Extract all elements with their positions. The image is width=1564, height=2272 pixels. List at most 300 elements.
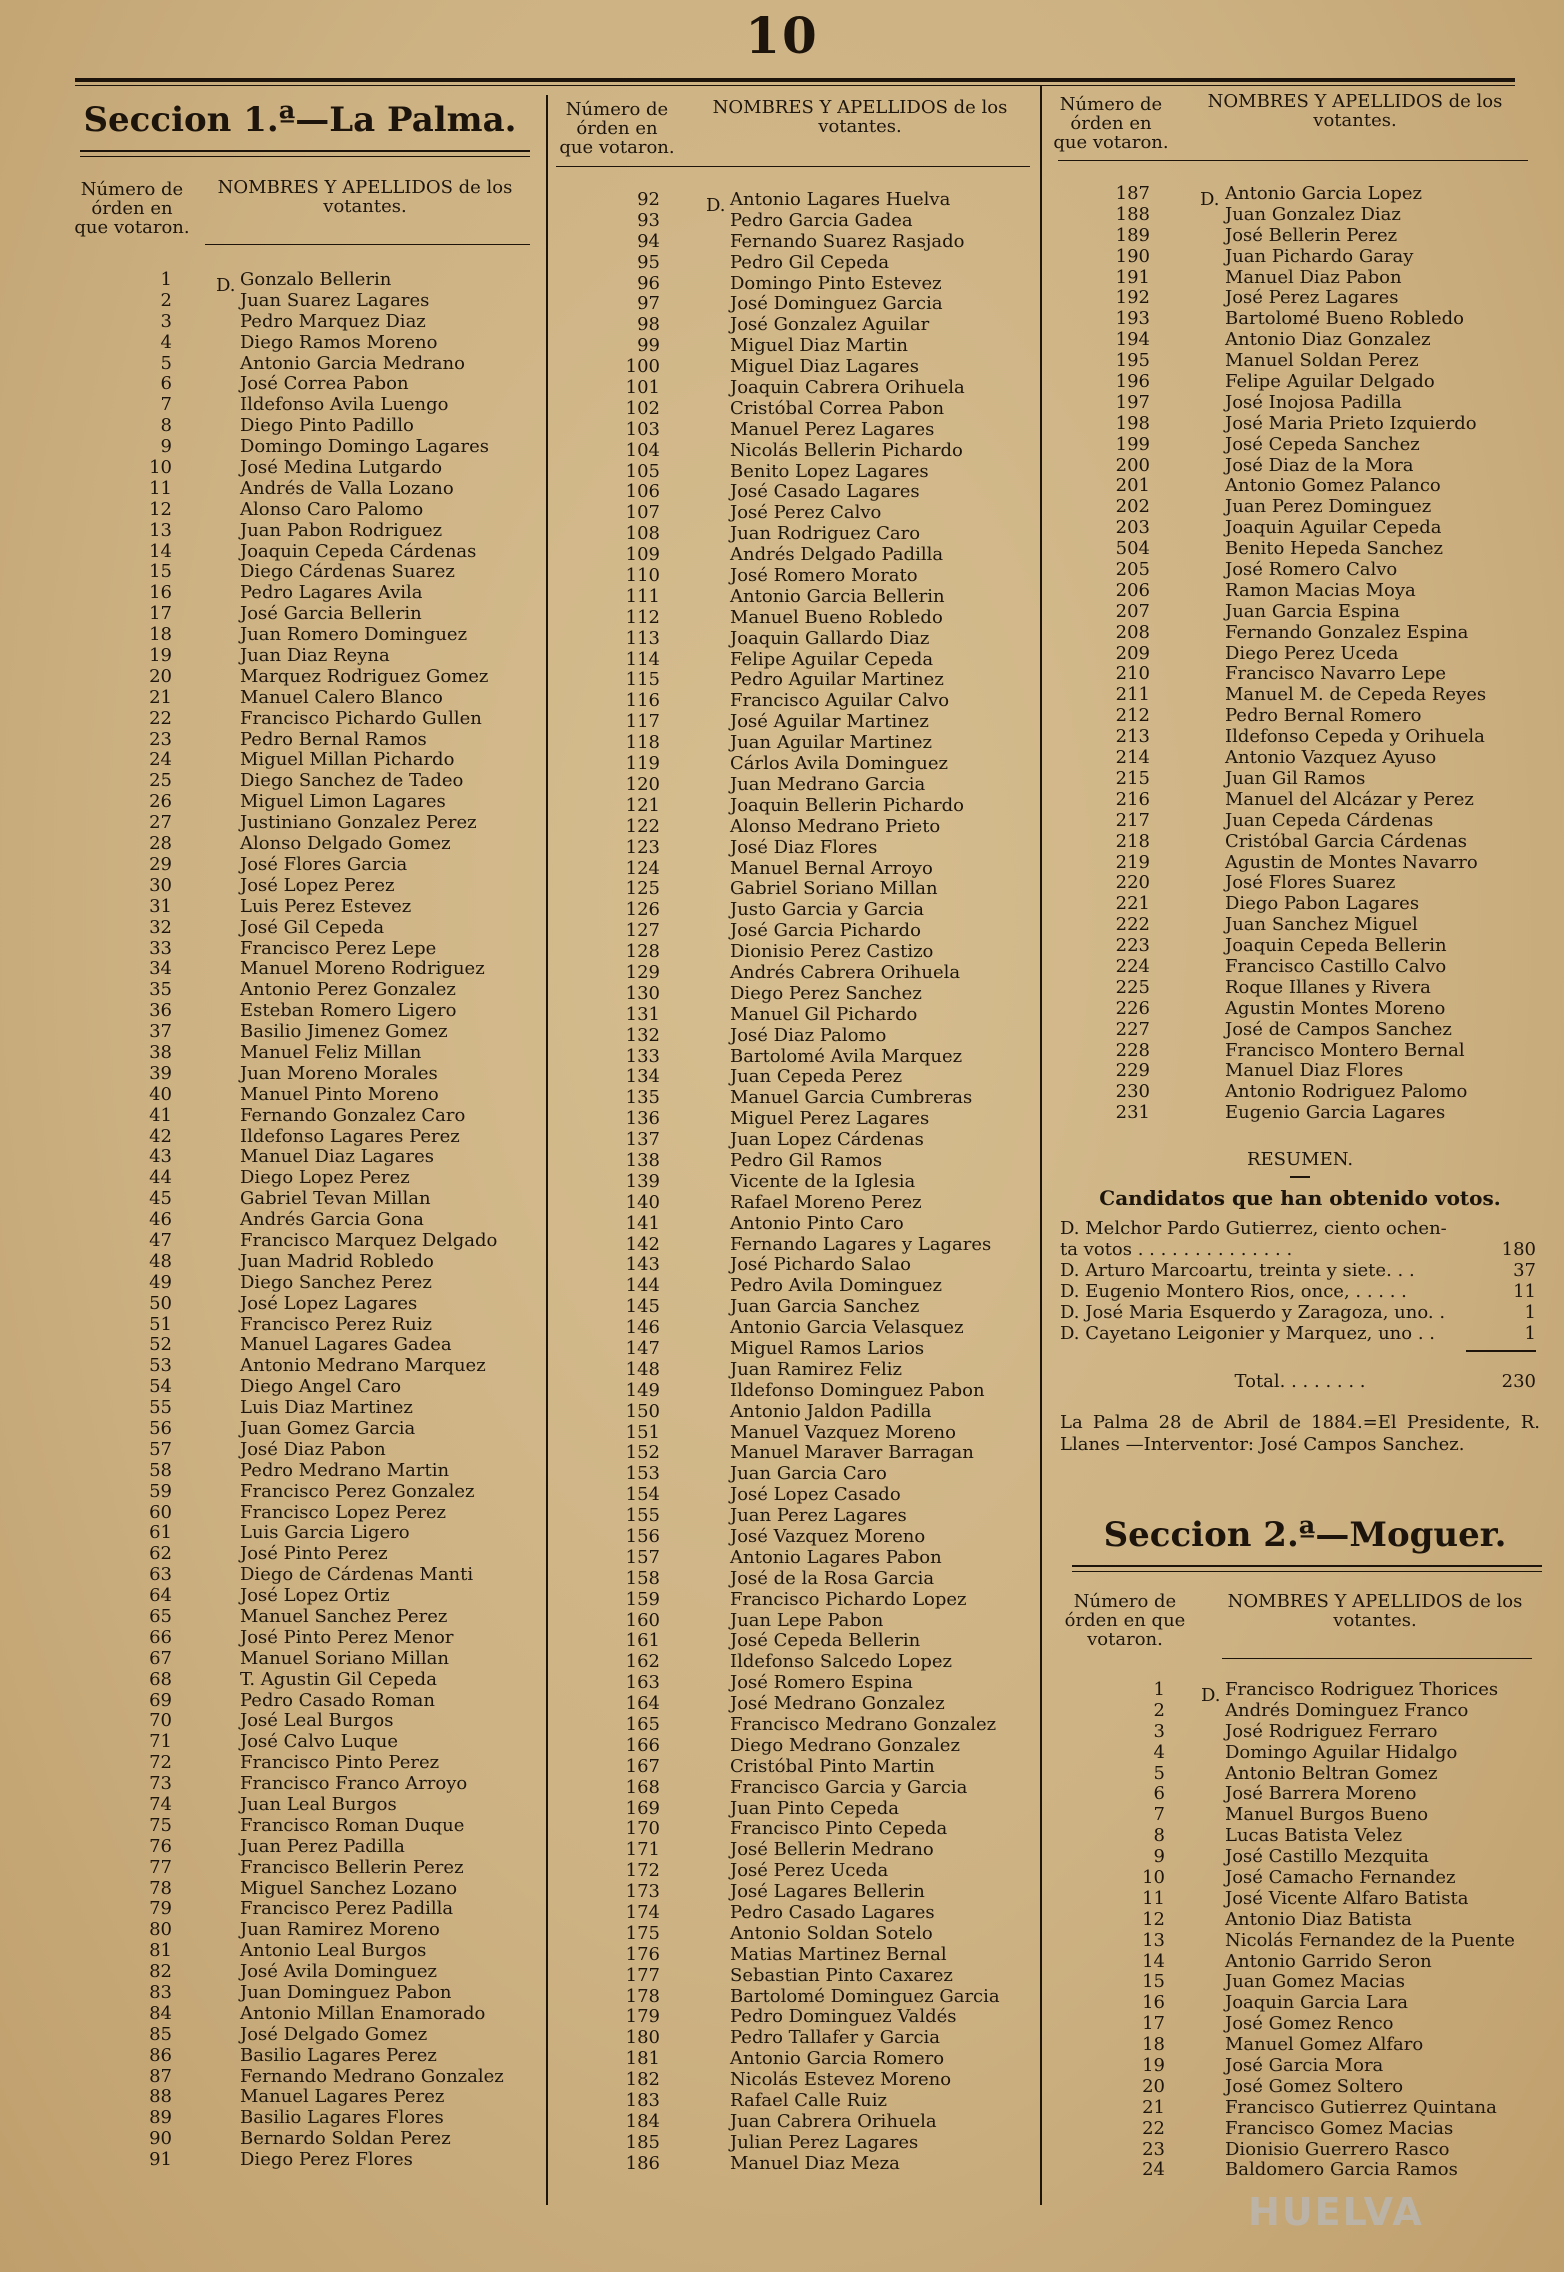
voter-number: 137 [625, 1129, 660, 1151]
voter-row [560, 1067, 1050, 1088]
voter-row [80, 1147, 540, 1168]
voter-number: 43 [149, 1146, 172, 1168]
voter-row [80, 1335, 540, 1356]
voter-name: Manuel Diaz Meza [730, 2152, 900, 2174]
voter-name: Felipe Aguilar Delgado [1225, 371, 1435, 393]
voter-number: 2 [160, 289, 172, 311]
voter-row [80, 1440, 540, 1461]
voter-name: Alonso Delgado Gomez [240, 833, 451, 855]
voter-number: 5 [1153, 1762, 1165, 1784]
voter-number: 133 [625, 1045, 660, 1067]
voter-name: Francisco Montero Bernal [1225, 1039, 1465, 1061]
voter-row [560, 1715, 1050, 1736]
voter-number: 111 [625, 585, 660, 607]
voter-number: 163 [625, 1672, 660, 1694]
voter-name: Juan Perez Dominguez [1225, 496, 1432, 518]
voter-name: Juan Moreno Morales [240, 1062, 438, 1084]
col3-header-names: NOMBRES Y APELLIDOS de los votantes. [1207, 91, 1503, 131]
voter-row [80, 354, 540, 375]
voter-name: Bartolomé Dominguez Garcia [730, 1985, 1000, 2007]
voter-number: 221 [1115, 893, 1150, 915]
voter-name: Basilio Lagares Flores [240, 2107, 444, 2129]
voter-name: José Diaz Palomo [730, 1024, 887, 1046]
voter-row [80, 625, 540, 646]
voter-number: 95 [637, 251, 660, 273]
voter-number: 46 [149, 1209, 172, 1231]
voter-number: 150 [625, 1400, 660, 1422]
voter-name: Juan Ramirez Feliz [730, 1358, 902, 1380]
voter-number: 86 [149, 2044, 172, 2066]
voter-name: Joaquin Cepeda Bellerin [1225, 935, 1447, 957]
voter-name: José Lopez Casado [730, 1484, 901, 1506]
voter-row [80, 1607, 540, 1628]
voter-name: José Rodriguez Ferraro [1225, 1720, 1438, 1742]
voter-row [1065, 2014, 1545, 2035]
voter-row [80, 374, 540, 395]
voter-name: Fernando Medrano Gonzalez [240, 2065, 504, 2087]
voter-row [80, 312, 540, 333]
voter-row [560, 1506, 1050, 1527]
voter-row [560, 2112, 1050, 2133]
voter-name: Manuel Soriano Millan [240, 1647, 449, 1669]
voter-row [80, 1670, 540, 1691]
voter-number: 61 [149, 1522, 172, 1544]
voter-name: Ildefonso Salcedo Lopez [730, 1651, 953, 1673]
voter-number: 80 [149, 1919, 172, 1941]
voter-number: 196 [1115, 371, 1150, 393]
voter-number: 231 [1115, 1102, 1150, 1124]
voter-row [1065, 1889, 1545, 1910]
section1-title-rule-thin [80, 156, 530, 157]
voter-row [1060, 1061, 1550, 1082]
voter-name: Manuel Bernal Arroyo [730, 857, 933, 879]
voter-name: Francisco Marquez Delgado [240, 1229, 498, 1251]
voter-number: 220 [1115, 872, 1150, 894]
voter-name: Manuel Diaz Pabon [1225, 266, 1402, 288]
voter-number: 7 [1153, 1804, 1165, 1826]
voter-row [560, 566, 1050, 587]
voter-number: 36 [149, 1000, 172, 1022]
voter-name: T. Agustin Gil Cepeda [240, 1668, 437, 1690]
col2-header-rule [556, 166, 1030, 167]
voter-number: 31 [149, 895, 172, 917]
voter-number: 206 [1115, 579, 1150, 601]
voter-name: Justo Garcia y Garcia [730, 899, 925, 921]
voter-name: Francisco Perez Gonzalez [240, 1480, 475, 1502]
voter-row [1060, 1020, 1550, 1041]
voter-number: 203 [1115, 517, 1150, 539]
voter-name: Eugenio Garcia Lagares [1225, 1102, 1446, 1124]
voter-number: 175 [625, 1922, 660, 1944]
voter-row [80, 416, 540, 437]
voter-row [80, 1837, 540, 1858]
voter-name: Antonio Diaz Batista [1225, 1908, 1412, 1930]
voter-name: Juan Garcia Caro [730, 1463, 887, 1485]
voter-row [1060, 832, 1550, 853]
voter-number: 51 [149, 1313, 172, 1335]
voter-name: Ildefonso Cepeda y Orihuela [1225, 726, 1485, 748]
voter-number: 116 [625, 690, 660, 712]
voter-number: 78 [149, 1877, 172, 1899]
section2-title-rule [1072, 1565, 1542, 1567]
voter-number: 160 [625, 1609, 660, 1631]
voter-row [560, 1840, 1050, 1861]
voter-row [560, 1214, 1050, 1235]
voter-number: 8 [160, 415, 172, 437]
voter-row [1065, 1972, 1545, 1993]
voter-row [1060, 393, 1550, 414]
voter-row [560, 900, 1050, 921]
voter-number: 143 [625, 1254, 660, 1276]
voter-name: Diego Medrano Gonzalez [730, 1734, 960, 1756]
voter-number: 183 [625, 2090, 660, 2112]
voter-number: 173 [625, 1881, 660, 1903]
voter-row [80, 1523, 540, 1544]
voter-row [560, 2070, 1050, 2091]
section1-voter-list-col1 [80, 270, 540, 2171]
voter-row [560, 1047, 1050, 1068]
voter-name: Domingo Aguilar Hidalgo [1225, 1741, 1458, 1763]
col2-header-num: Número de órden en que votaron. [559, 99, 675, 158]
voter-number: 218 [1115, 830, 1150, 852]
voter-name: Juan Perez Padilla [240, 1835, 405, 1857]
voter-row [80, 269, 540, 296]
voter-number: 64 [149, 1585, 172, 1607]
voter-name: Manuel Lagares Perez [240, 2086, 445, 2108]
voter-row [80, 1711, 540, 1732]
voter-name: Ildefonso Avila Luengo [240, 394, 449, 416]
voter-number: 146 [625, 1317, 660, 1339]
voter-name: José Lopez Lagares [240, 1292, 418, 1314]
voter-name: Dionisio Guerrero Rasco [1225, 2138, 1450, 2160]
voter-row [80, 1858, 540, 1879]
voter-row [80, 458, 540, 479]
voter-row [80, 542, 540, 563]
voter-row [560, 1339, 1050, 1360]
voter-row [560, 1109, 1050, 1130]
voter-name: José Bellerin Medrano [730, 1839, 934, 1861]
voter-number: 222 [1115, 914, 1150, 936]
voter-number: 23 [1142, 2138, 1165, 2160]
voter-number: 102 [625, 397, 660, 419]
voter-row [1065, 1722, 1545, 1743]
voter-name: Francisco Pinto Perez [240, 1752, 440, 1774]
voter-number: 97 [637, 293, 660, 315]
voter-name: Juan Leal Burgos [240, 1794, 397, 1816]
voter-number: 85 [149, 2023, 172, 2045]
voter-name: Ramon Macias Moya [1225, 579, 1416, 601]
voter-row [1060, 1103, 1550, 1124]
voter-name: Diego Perez Sanchez [730, 982, 922, 1004]
voter-number: 141 [625, 1212, 660, 1234]
voter-number: 135 [625, 1087, 660, 1109]
voter-row [560, 462, 1050, 483]
voter-row [80, 1899, 540, 1920]
voter-number: 192 [1115, 287, 1150, 309]
voter-row [80, 1753, 540, 1774]
don-prefix: D. [706, 195, 726, 216]
voter-name: Joaquin Cepeda Cárdenas [240, 540, 477, 562]
voter-number: 13 [1142, 1929, 1165, 1951]
voter-name: Juan Ramirez Moreno [240, 1919, 440, 1941]
voter-number: 158 [625, 1567, 660, 1589]
voter-row [560, 1590, 1050, 1611]
voter-name: Pedro Dominguez Valdés [730, 2006, 957, 2028]
voter-number: 94 [637, 230, 660, 252]
voter-name: José Perez Calvo [730, 502, 882, 524]
voter-number: 6 [1153, 1783, 1165, 1805]
voter-row [560, 712, 1050, 733]
voter-name: Juan Gonzalez Diaz [1225, 203, 1401, 225]
voter-row [80, 1294, 540, 1315]
voter-name: Nicolás Fernandez de la Puente [1225, 1929, 1515, 1951]
voter-name: Diego Perez Flores [240, 2149, 413, 2171]
voter-row [560, 1882, 1050, 1903]
voter-number: 37 [149, 1021, 172, 1043]
voter-row [560, 399, 1050, 420]
voter-number: 9 [1153, 1846, 1165, 1868]
voter-row [80, 1544, 540, 1565]
voter-row [80, 918, 540, 939]
voter-number: 134 [625, 1066, 660, 1088]
voter-name: Antonio Gomez Palanco [1225, 475, 1441, 497]
voter-row [1065, 1679, 1545, 1706]
voter-row [80, 521, 540, 542]
voter-name: Juan Rodriguez Caro [730, 523, 921, 545]
voter-name: Joaquin Garcia Lara [1225, 1992, 1408, 2014]
voter-row [560, 357, 1050, 378]
voter-number: 16 [149, 582, 172, 604]
voter-name: José Delgado Gomez [240, 2023, 428, 2045]
voter-number: 9 [160, 436, 172, 458]
voter-name: Ildefonso Lagares Perez [240, 1125, 460, 1147]
voter-number: 214 [1115, 747, 1150, 769]
voter-row [80, 1941, 540, 1962]
voter-name: Francisco Pichardo Gullen [240, 707, 482, 729]
voter-name: Antonio Garrido Seron [1225, 1950, 1432, 1972]
voter-number: 178 [625, 1985, 660, 2007]
voter-row [560, 733, 1050, 754]
voter-number: 92 [637, 189, 660, 210]
voter-row [1060, 581, 1550, 602]
voter-row [80, 1649, 540, 1670]
voter-name: Juan Medrano Garcia [730, 773, 926, 795]
voter-number: 124 [625, 857, 660, 879]
voter-row [560, 1673, 1050, 1694]
voter-row [1060, 894, 1550, 915]
column-divider-2 [1040, 85, 1042, 2205]
voter-number: 45 [149, 1188, 172, 1210]
voter-name: Juan Pinto Cepeda [730, 1797, 899, 1819]
voter-row [1065, 2119, 1545, 2140]
voter-row [80, 1628, 540, 1649]
don-prefix: D. [1201, 1685, 1221, 1706]
voter-row [560, 1631, 1050, 1652]
voter-number: 197 [1115, 391, 1150, 413]
voter-row [1060, 288, 1550, 309]
voter-name: Manuel Garcia Cumbreras [730, 1087, 973, 1109]
voter-row [80, 437, 540, 458]
candidate-name: D. Eugenio Montero Rios, once, . . . . . [1060, 1281, 1407, 1302]
col2-header-names: NOMBRES Y APELLIDOS de los votantes. [712, 97, 1008, 137]
voter-name: Miguel Ramos Larios [730, 1337, 925, 1359]
voter-name: Esteban Romero Ligero [240, 1000, 457, 1022]
voter-name: Antonio Soldan Sotelo [730, 1922, 933, 1944]
voter-row [560, 1611, 1050, 1632]
voter-row [80, 604, 540, 625]
voter-row [80, 1482, 540, 1503]
voter-name: Pedro Medrano Martin [240, 1459, 450, 1481]
voter-number: 149 [625, 1379, 660, 1401]
voter-number: 59 [149, 1480, 172, 1502]
voter-number: 100 [625, 356, 660, 378]
voter-row [560, 691, 1050, 712]
voter-number: 193 [1115, 308, 1150, 330]
voter-number: 10 [1142, 1867, 1165, 1889]
voter-row [80, 500, 540, 521]
voter-row [80, 2046, 540, 2067]
voter-number: 66 [149, 1626, 172, 1648]
voter-row [80, 1983, 540, 2004]
voter-name: Juan Garcia Espina [1225, 600, 1400, 622]
voter-row [80, 1106, 540, 1127]
voter-row [560, 1172, 1050, 1193]
voter-row [1060, 414, 1550, 435]
voter-number: 20 [1142, 2075, 1165, 2097]
voter-name: Joaquin Bellerin Pichardo [730, 794, 964, 816]
voter-row [1065, 2077, 1545, 2098]
voter-number: 76 [149, 1835, 172, 1857]
voter-name: Diego Sanchez Perez [240, 1271, 432, 1293]
voter-name: Domingo Pinto Estevez [730, 272, 942, 294]
don-prefix: D. [216, 275, 236, 296]
voter-name: José Maria Prieto Izquierdo [1225, 412, 1477, 434]
voter-number: 87 [149, 2065, 172, 2087]
voter-row [1065, 1764, 1545, 1785]
voter-name: Gabriel Tevan Millan [240, 1188, 431, 1210]
voter-number: 65 [149, 1606, 172, 1627]
voter-name: Pedro Casado Roman [240, 1689, 435, 1711]
voter-number: 109 [625, 544, 660, 566]
voter-number: 91 [149, 2149, 172, 2171]
voter-row [560, 1255, 1050, 1276]
voter-row [1060, 706, 1550, 727]
voter-row [560, 921, 1050, 942]
top-rule-thin [75, 85, 1515, 86]
voter-name: Manuel Gil Pichardo [730, 1003, 918, 1025]
voter-name: Francisco Castillo Calvo [1225, 955, 1447, 977]
voter-name: José Calvo Luque [240, 1731, 398, 1753]
candidate-votes: 11 [1513, 1281, 1536, 1302]
voter-number: 49 [149, 1271, 172, 1293]
voter-number: 74 [149, 1794, 172, 1816]
voter-row [1065, 2035, 1545, 2056]
voter-number: 227 [1115, 1018, 1150, 1040]
voter-name: Juan Cepeda Perez [730, 1066, 903, 1088]
voter-number: 24 [1142, 2159, 1165, 2181]
voter-row [80, 2129, 540, 2150]
voter-name: José Dominguez Garcia [730, 293, 943, 315]
voter-row [80, 1315, 540, 1336]
voter-name: Francisco Pinto Cepeda [730, 1818, 948, 1840]
voter-name: Pedro Garcia Gadea [730, 209, 913, 231]
don-prefix: D. [1200, 189, 1220, 210]
voter-row [80, 1795, 540, 1816]
voter-row [1065, 1868, 1545, 1889]
voter-number: 117 [625, 711, 660, 733]
section1-voter-list-col2 [560, 190, 1050, 2175]
voter-number: 26 [149, 791, 172, 813]
voter-name: Manuel Calero Blanco [240, 686, 443, 708]
voter-row [560, 1130, 1050, 1151]
voter-name: José Pinto Perez Menor [240, 1626, 454, 1648]
voter-name: Luis Diaz Martinez [240, 1397, 413, 1419]
voter-number: 164 [625, 1693, 660, 1715]
voter-name: Manuel Bueno Robledo [730, 606, 943, 628]
voter-row [1060, 957, 1550, 978]
voter-row [560, 1151, 1050, 1172]
voter-name: Sebastian Pinto Caxarez [730, 1964, 953, 1986]
voter-name: Pedro Marquez Diaz [240, 310, 426, 332]
voter-row [80, 2087, 540, 2108]
voter-name: Miguel Perez Lagares [730, 1108, 930, 1130]
voter-row [1060, 539, 1550, 560]
voter-name: José Perez Uceda [730, 1860, 889, 1882]
voter-number: 120 [625, 773, 660, 795]
voter-name: Luis Perez Estevez [240, 895, 412, 917]
voter-row [560, 942, 1050, 963]
voter-row [560, 482, 1050, 503]
voter-row [80, 2108, 540, 2129]
voter-name: Antonio Diaz Gonzalez [1225, 329, 1431, 351]
voter-name: José Diaz Flores [730, 836, 878, 858]
voter-row [1060, 372, 1550, 393]
voter-row [80, 2004, 540, 2025]
voter-number: 176 [625, 1943, 660, 1965]
voter-name: Manuel Diaz Lagares [240, 1146, 435, 1168]
voter-number: 35 [149, 979, 172, 1001]
voter-number: 42 [149, 1125, 172, 1147]
voter-row [80, 1774, 540, 1795]
voter-number: 72 [149, 1752, 172, 1774]
voter-number: 69 [149, 1689, 172, 1711]
voter-number: 4 [160, 331, 172, 353]
voter-name: José Garcia Pichardo [730, 920, 921, 942]
voter-name: José Camacho Fernandez [1225, 1867, 1456, 1889]
voter-row [560, 503, 1050, 524]
voter-number: 57 [149, 1438, 172, 1460]
voter-row [1060, 497, 1550, 518]
voter-row [80, 1920, 540, 1941]
voter-name: Francisco Aguilar Calvo [730, 690, 950, 712]
voter-row [1060, 664, 1550, 685]
voter-number: 187 [1115, 183, 1150, 204]
voter-number: 13 [149, 519, 172, 541]
voter-name: Francisco Franco Arroyo [240, 1773, 468, 1795]
voter-row [1060, 1041, 1550, 1062]
voter-number: 68 [149, 1668, 172, 1690]
voter-name: Antonio Lagares Pabon [730, 1546, 942, 1568]
voter-name: Benito Lopez Lagares [730, 460, 929, 482]
voter-row [80, 395, 540, 416]
voter-row [1065, 1826, 1545, 1847]
col4-header-num: Número de órden en que votaron. [1064, 1591, 1186, 1650]
voter-name: Agustin de Montes Navarro [1225, 851, 1478, 873]
voter-row [560, 879, 1050, 900]
voter-name: Francisco Perez Lepe [240, 937, 437, 959]
voter-number: 33 [149, 937, 172, 959]
voter-row [560, 1193, 1050, 1214]
